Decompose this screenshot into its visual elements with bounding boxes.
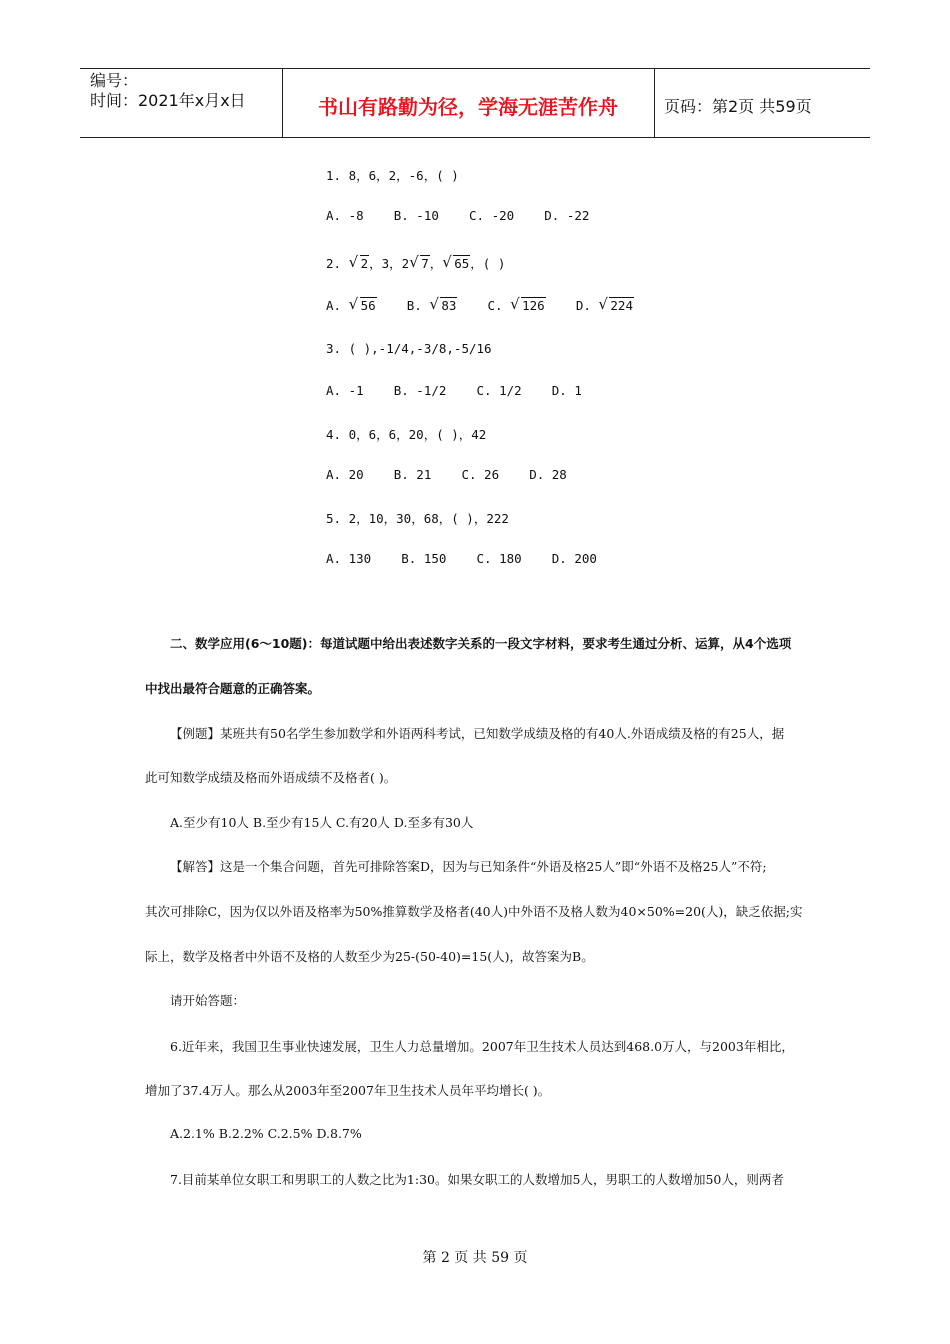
question-2: 2. √ 2，3，2√ 7，√ 65，( ) <box>326 254 505 272</box>
sqrt-term: √ 65 <box>444 256 470 271</box>
code-label: 编号： <box>90 71 139 90</box>
question-6: 6.近年来，我国卫生事业快速发展，卫生人力总量增加。2007年卫生技术人员达到468.0万人，与2003年相比， <box>170 1039 794 1054</box>
header-divider <box>654 69 655 137</box>
question-1-options: A. -8 B. -10 C. -20 D. -22 <box>326 208 590 223</box>
question-2-number: 2. <box>326 256 342 271</box>
example-options: A.至少有10人 B.至少有15人 C.有20人 D.至多有30人 <box>170 815 474 830</box>
sqrt-option: √ 56 <box>351 298 377 313</box>
question-4-options: A. 20 B. 21 C. 26 D. 28 <box>326 467 567 482</box>
header-motto: 书山有路勤为径，学海无涯苦作舟 <box>318 95 618 119</box>
header-meta <box>90 71 246 111</box>
question-6-cont: 增加了37.4万人。那么从2003年至2007年卫生技术人员年平均增长( )。 <box>145 1083 551 1098</box>
sqrt-option: √ 126 <box>512 298 546 313</box>
page-header <box>80 68 870 138</box>
question-4: 4. 0，6，6，20，( )，42 <box>326 427 487 442</box>
question-6-options: A.2.1% B.2.2% C.2.5% D.8.7% <box>170 1126 362 1141</box>
sqrt-term: √ 2 <box>351 256 370 271</box>
question-7: 7.目前某单位女职工和男职工的人数之比为1:30。如果女职工的人数增加5人，男职工的人数增加50人，则两者 <box>170 1172 784 1187</box>
page-footer: 第 2 页 共 59 页 <box>422 1250 528 1266</box>
question-5-options: A. 130 B. 150 C. 180 D. 200 <box>326 551 597 566</box>
sqrt-term: √ 7 <box>411 256 430 271</box>
page-info: 页码：第2页 共59页 <box>664 97 812 116</box>
time-label: 时间：2021年x月x日 <box>90 91 246 110</box>
answer-text: 【解答】这是一个集合问题，首先可排除答案D，因为与已知条件“外语及格25人”即“外语不及格25人”不符; <box>170 859 767 874</box>
question-3-options: A. -1 B. -1/2 C. 1/2 D. 1 <box>326 383 582 398</box>
section-heading-cont: 中找出最符合题意的正确答案。 <box>145 681 321 696</box>
sqrt-option: √ 83 <box>431 298 457 313</box>
question-3: 3. ( ),-1/4,-3/8,-5/16 <box>326 341 492 356</box>
example-text: 【例题】某班共有50名学生参加数学和外语两科考试，已知数学成绩及格的有40人.外语成绩及格的有25人，据 <box>170 726 785 741</box>
start-prompt: 请开始答题： <box>170 993 246 1008</box>
section-heading: 二、数学应用(6～10题)：每道试题中给出表述数字关系的一段文字材料，要求考生通过分析、运算，从4个选项 <box>170 636 792 651</box>
sqrt-option: √ 224 <box>600 298 634 313</box>
question-2-options: A. √ 56 B. √ 83 C. √ 126 D. √ 224 <box>326 298 634 313</box>
example-text-cont: 此可知数学成绩及格而外语成绩不及格者( )。 <box>145 770 397 785</box>
question-1: 1. 8，6，2，-6，( ) <box>326 168 459 183</box>
answer-text-cont: 其次可排除C，因为仅以外语及格率为50%推算数学及格者(40人)中外语不及格人数为40×50%=20(人)，缺乏依据;实 <box>145 904 803 919</box>
answer-text-cont: 际上，数学及格者中外语不及格的人数至少为25-(50-40)=15(人)，故答案为B。 <box>145 949 594 964</box>
question-5: 5. 2，10，30，68，( )，222 <box>326 511 509 526</box>
